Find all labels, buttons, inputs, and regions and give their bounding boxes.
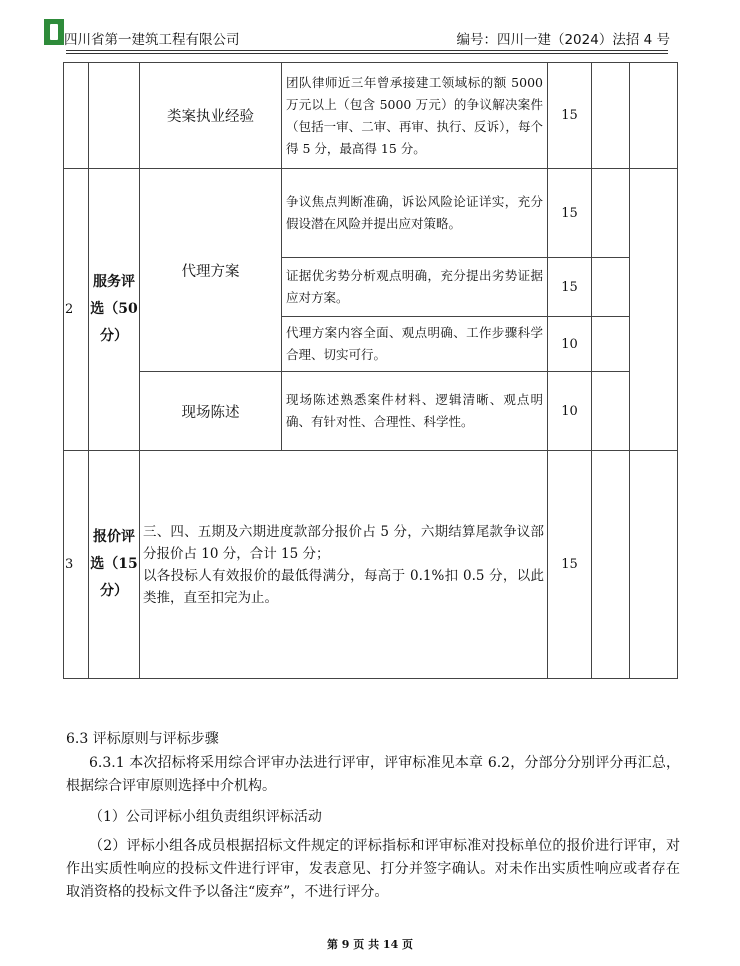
header-divider	[66, 50, 668, 51]
company-logo-icon	[44, 19, 64, 45]
criteria-line: 以各投标人有效报价的最低得满分，每高于 0.1%扣 0.5 分，以此类推，直至扣完为止。	[143, 567, 544, 606]
empty-cell	[630, 63, 678, 169]
criteria-cell: 代理方案内容全面、观点明确、工作步骤科学合理、切实可行。	[282, 317, 548, 372]
item-number-cell: 2	[64, 169, 89, 451]
table-row	[64, 169, 678, 258]
category-cell: 服务评选（50分）	[89, 169, 140, 451]
score-cell: 15	[548, 63, 592, 169]
company-name: 四川省第一建筑工程有限公司	[64, 32, 240, 48]
criteria-cell: 团队律师近三年曾承接建工领域标的额 5000 万元以上（包含 5000 万元）的争议解决案件（包括一审、二审、再审、执行、反诉），每个得 5 分，最高得 15 分。	[282, 63, 548, 169]
empty-cell	[592, 63, 630, 169]
table-row	[64, 451, 678, 679]
empty-cell	[592, 258, 630, 317]
score-cell: 15	[548, 169, 592, 258]
criteria-line: 三、四、五期及六期进度款部分报价占 5 分，六期结算尾款争议部分报价占 10 分，合计 15 分；	[143, 523, 544, 562]
score-cell: 10	[548, 372, 592, 451]
paragraph: （1）公司评标小组负责组织评标活动	[89, 809, 322, 825]
empty-cell	[592, 317, 630, 372]
category-cell	[89, 63, 140, 169]
table-row	[64, 63, 678, 169]
empty-cell	[592, 451, 630, 679]
paragraph: 6.3.1 本次招标将采用综合评审办法进行评审，评审标准见本章 6.2，分部分分别评分再汇总，根据综合评审原则选择中介机构。	[66, 755, 680, 794]
score-cell: 10	[548, 317, 592, 372]
score-cell: 15	[548, 451, 592, 679]
table-row	[64, 372, 678, 451]
empty-cell	[592, 169, 630, 258]
scoring-table	[63, 62, 678, 679]
criteria-cell: 证据优劣势分析观点明确，充分提出劣势证据应对方案。	[282, 258, 548, 317]
score-cell: 15	[548, 258, 592, 317]
section-heading: 6.3 评标原则与评标步骤	[66, 731, 219, 747]
criteria-cell: 争议焦点判断准确，诉讼风险论证详实，充分假设潜在风险并提出应对策略。	[282, 169, 548, 258]
header-divider	[66, 53, 668, 54]
empty-cell	[630, 169, 678, 451]
item-number-cell: 3	[64, 451, 89, 679]
sub-item-cell: 类案执业经验	[140, 63, 282, 169]
criteria-cell: 现场陈述熟悉案件材料、逻辑清晰、观点明确、有针对性、合理性、科学性。	[282, 372, 548, 451]
page-footer: 第 9 页 共 14 页	[326, 938, 414, 951]
empty-cell	[630, 451, 678, 679]
sub-item-cell: 现场陈述	[140, 372, 282, 451]
criteria-cell	[140, 451, 548, 679]
document-number: 编号：四川一建（2024）法招 4 号	[456, 32, 670, 48]
empty-cell	[592, 372, 630, 451]
category-cell: 报价评选（15分）	[89, 451, 140, 679]
sub-item-cell: 代理方案	[140, 169, 282, 372]
paragraph: （2）评标小组各成员根据招标文件规定的评标指标和评审标准对投标单位的报价进行评审，对作出实质性响应的投标文件进行评审，发表意见、打分并签字确认。对未作出实质性响应或者存在取消资格的投标文件予以备注“废弃”，不进行评分。	[66, 838, 680, 900]
page-header	[0, 0, 740, 56]
item-number-cell	[64, 63, 89, 169]
